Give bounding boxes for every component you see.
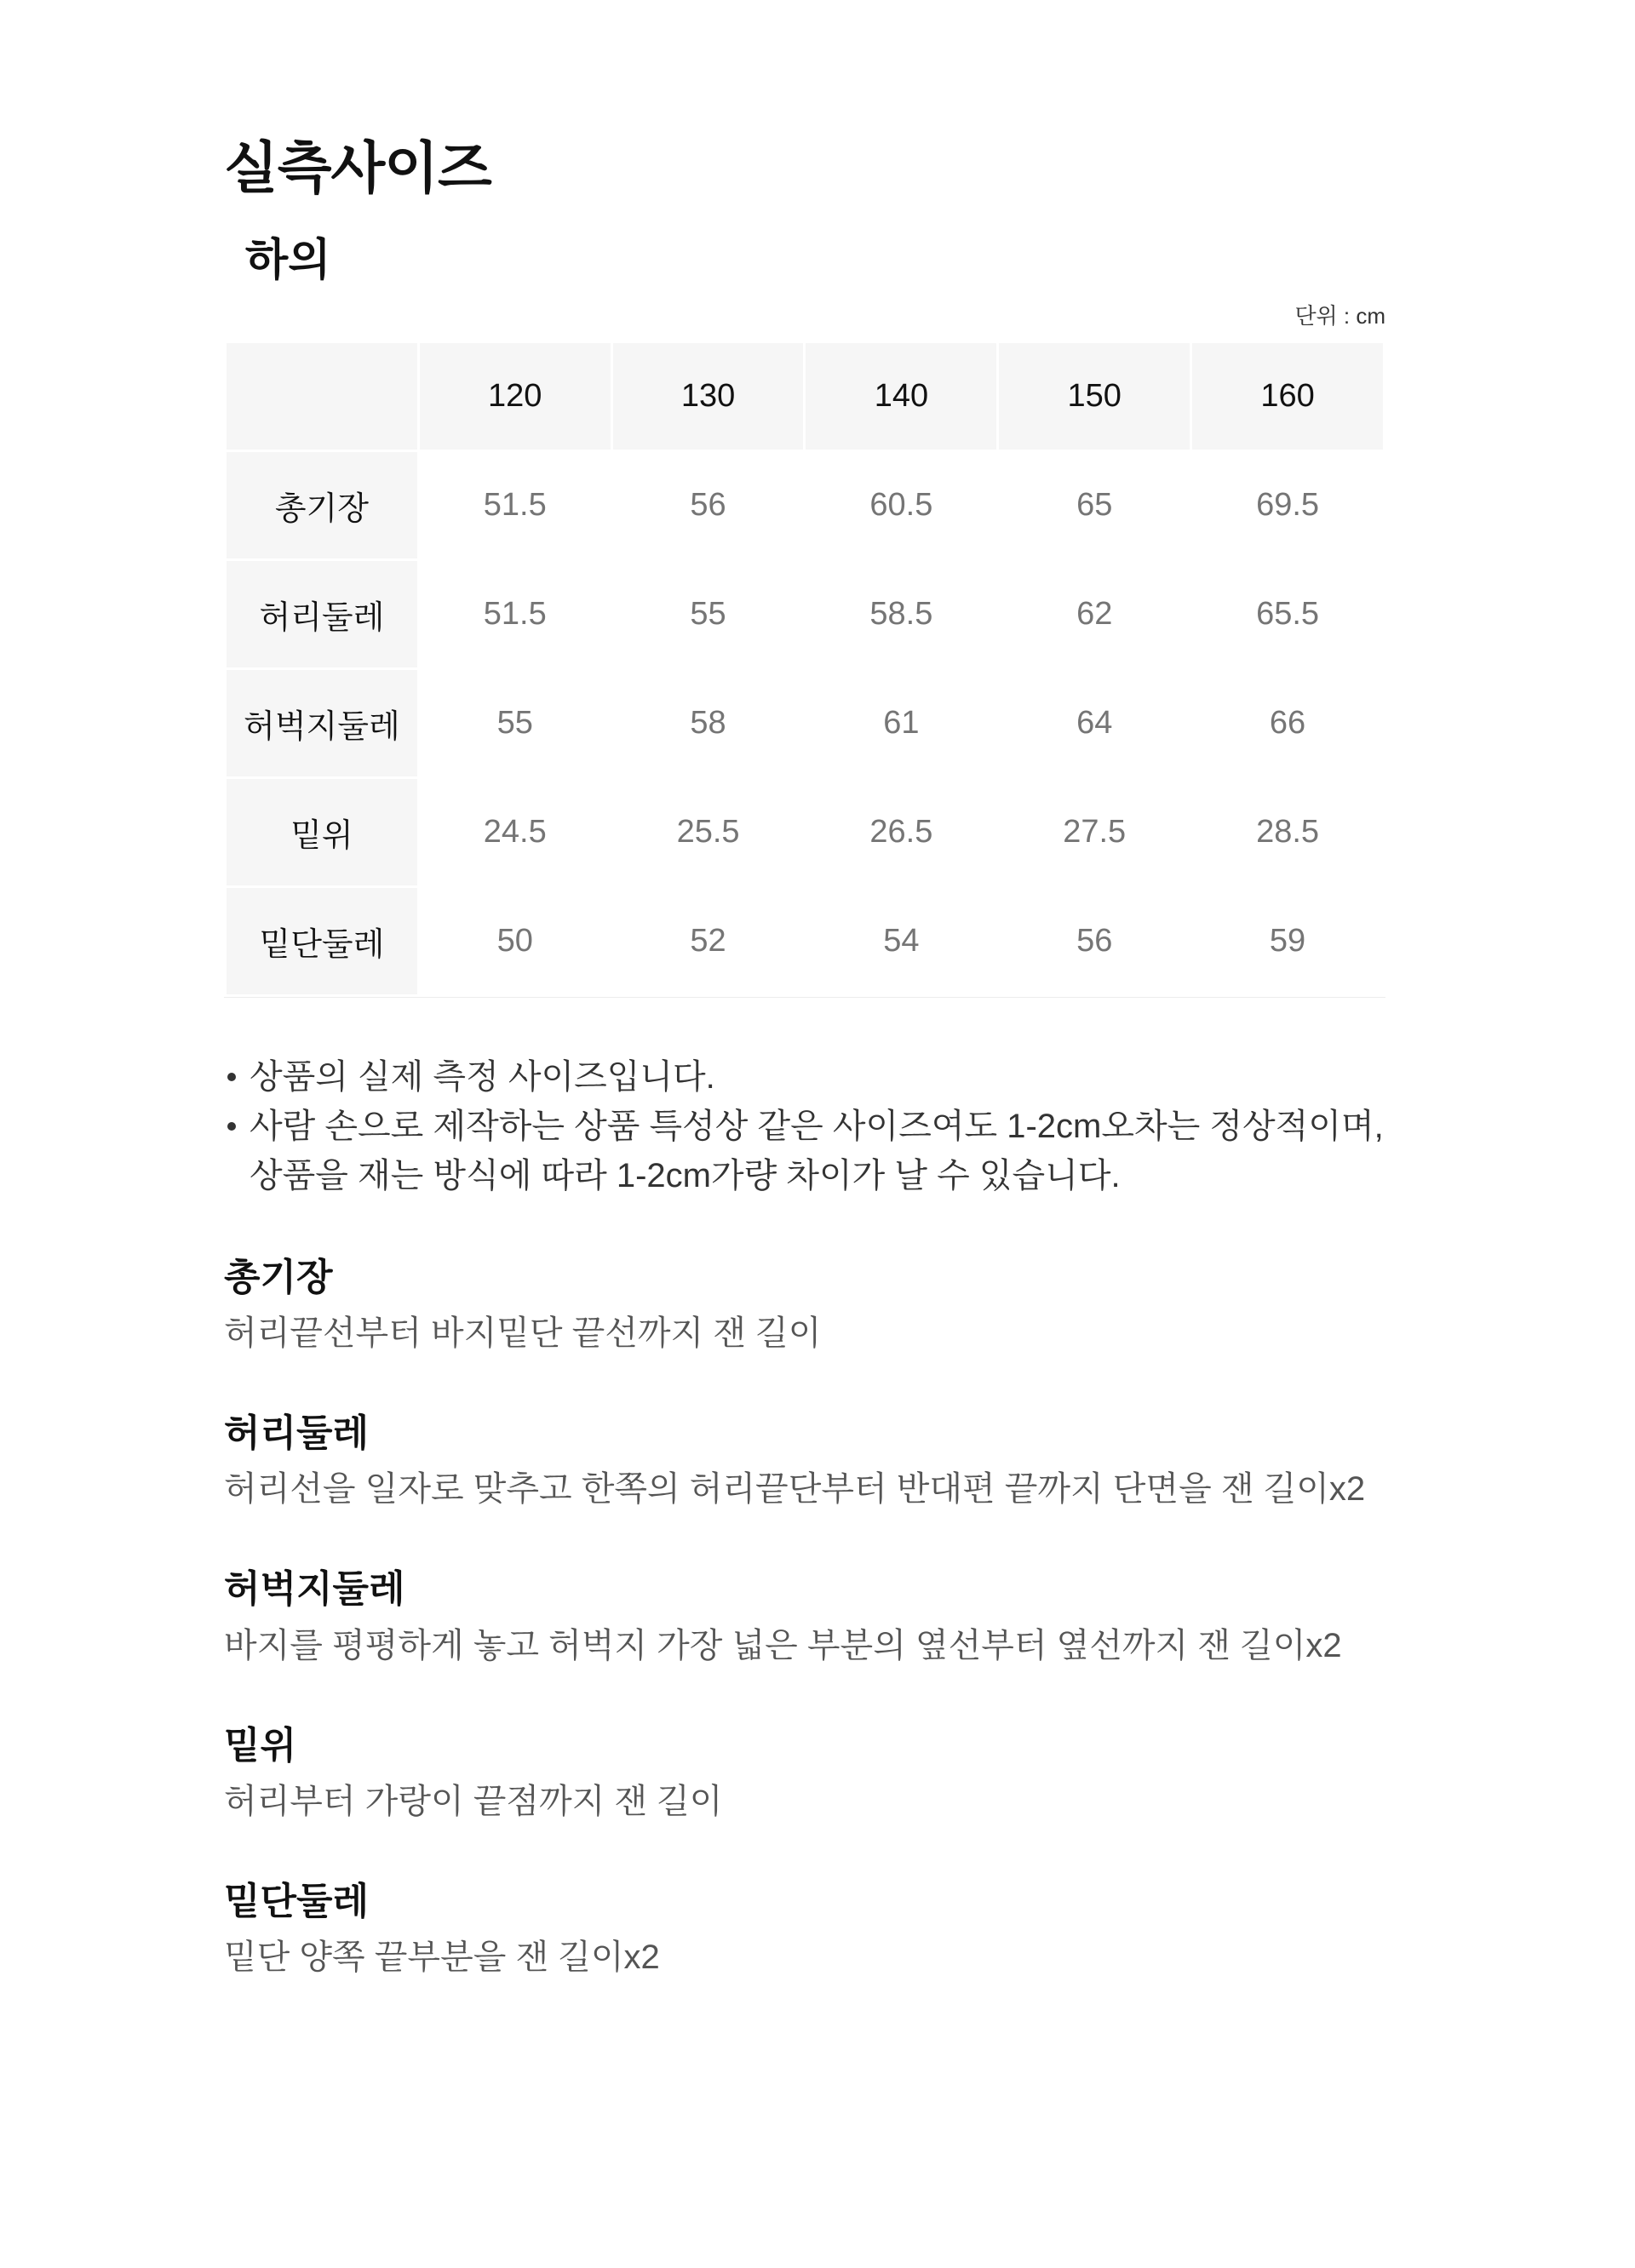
definition-description: 밑단 양쪽 끝부분을 잰 길이x2 <box>224 1938 660 1976</box>
measurement-value: 64 <box>999 670 1190 776</box>
note-line: 상품의 실제 측정 사이즈입니다. <box>250 1058 715 1096</box>
measurement-value: 26.5 <box>806 779 996 885</box>
measurement-value: 56 <box>999 888 1190 994</box>
unit-label: 단위 : cm <box>1294 303 1385 329</box>
size-column-header: 160 <box>1192 343 1383 450</box>
definition-description: 허리선을 일자로 맞추고 한쪽의 허리끝단부터 반대편 끝까지 단면을 잰 길이x2 <box>224 1470 1366 1509</box>
table-row <box>227 561 1383 667</box>
size-column-header: 130 <box>613 343 804 450</box>
measurement-label: 밑위 <box>227 779 417 885</box>
table-row <box>227 670 1383 776</box>
measurement-value: 66 <box>1192 670 1383 776</box>
size-table-head <box>227 343 1383 450</box>
measurement-value: 51.5 <box>420 561 611 667</box>
size-column-header: 150 <box>999 343 1190 450</box>
table-row <box>227 779 1383 885</box>
definition-term: 허벅지둘레 <box>224 1568 405 1611</box>
measurement-value: 65 <box>999 452 1190 558</box>
size-column-header: 120 <box>420 343 611 450</box>
note-item <box>224 1102 1385 1200</box>
measurement-label: 허리둘레 <box>227 561 417 667</box>
measurement-value: 27.5 <box>999 779 1190 885</box>
notes-list <box>224 1052 1385 1200</box>
definition-term: 허리둘레 <box>224 1412 370 1455</box>
definition-section <box>224 1877 1385 1980</box>
measurement-value: 52 <box>613 888 804 994</box>
definition-description: 허리부터 가랑이 끝점까지 잰 길이 <box>224 1782 723 1820</box>
definition-description: 바지를 평평하게 놓고 허벅지 가장 넓은 부분의 옆선부터 옆선까지 잰 길이x2 <box>224 1626 1342 1664</box>
note-line: 사람 손으로 제작하는 상품 특성상 같은 사이즈여도 1-2cm오차는 정상적이며, <box>250 1108 1384 1145</box>
definition-section <box>224 1721 1385 1824</box>
definition-term: 밑위 <box>224 1724 297 1767</box>
measurement-value: 56 <box>613 452 804 558</box>
measurement-value: 58.5 <box>806 561 996 667</box>
definition-section <box>224 1409 1385 1512</box>
size-table-body <box>227 452 1383 994</box>
measurement-value: 55 <box>613 561 804 667</box>
measurement-value: 24.5 <box>420 779 611 885</box>
measurement-value: 54 <box>806 888 996 994</box>
measurement-value: 55 <box>420 670 611 776</box>
measurement-value: 51.5 <box>420 452 611 558</box>
definition-description: 허리끝선부터 바지밑단 끝선까지 잰 길이 <box>224 1314 822 1353</box>
measurement-value: 62 <box>999 561 1190 667</box>
size-guide-page <box>224 136 1385 1980</box>
table-row <box>227 452 1383 558</box>
definition-section <box>224 1565 1385 1668</box>
definition-section <box>224 1253 1385 1356</box>
page-title: 실측사이즈 <box>224 136 491 199</box>
size-table <box>224 341 1385 997</box>
table-row <box>227 888 1383 994</box>
corner-cell <box>227 343 417 450</box>
measurement-value: 61 <box>806 670 996 776</box>
definition-term: 총기장 <box>224 1257 333 1298</box>
size-column-header: 140 <box>806 343 996 450</box>
measurement-label: 허벅지둘레 <box>227 670 417 776</box>
measurement-value: 28.5 <box>1192 779 1383 885</box>
measurement-value: 60.5 <box>806 452 996 558</box>
size-table-header-row <box>227 343 1383 450</box>
definitions-list <box>224 1253 1385 1980</box>
note-line: 상품을 재는 방식에 따라 1-2cm가량 차이가 날 수 있습니다. <box>250 1157 1121 1194</box>
note-item <box>224 1052 1385 1102</box>
size-table-wrap <box>224 341 1385 998</box>
measurement-value: 50 <box>420 888 611 994</box>
definition-term: 밑단둘레 <box>224 1880 370 1922</box>
subtitle-bottoms: 하의 <box>245 236 331 285</box>
measurement-value: 58 <box>613 670 804 776</box>
measurement-label: 밑단둘레 <box>227 888 417 994</box>
measurement-value: 25.5 <box>613 779 804 885</box>
measurement-value: 65.5 <box>1192 561 1383 667</box>
measurement-value: 59 <box>1192 888 1383 994</box>
measurement-label: 총기장 <box>227 452 417 558</box>
measurement-value: 69.5 <box>1192 452 1383 558</box>
